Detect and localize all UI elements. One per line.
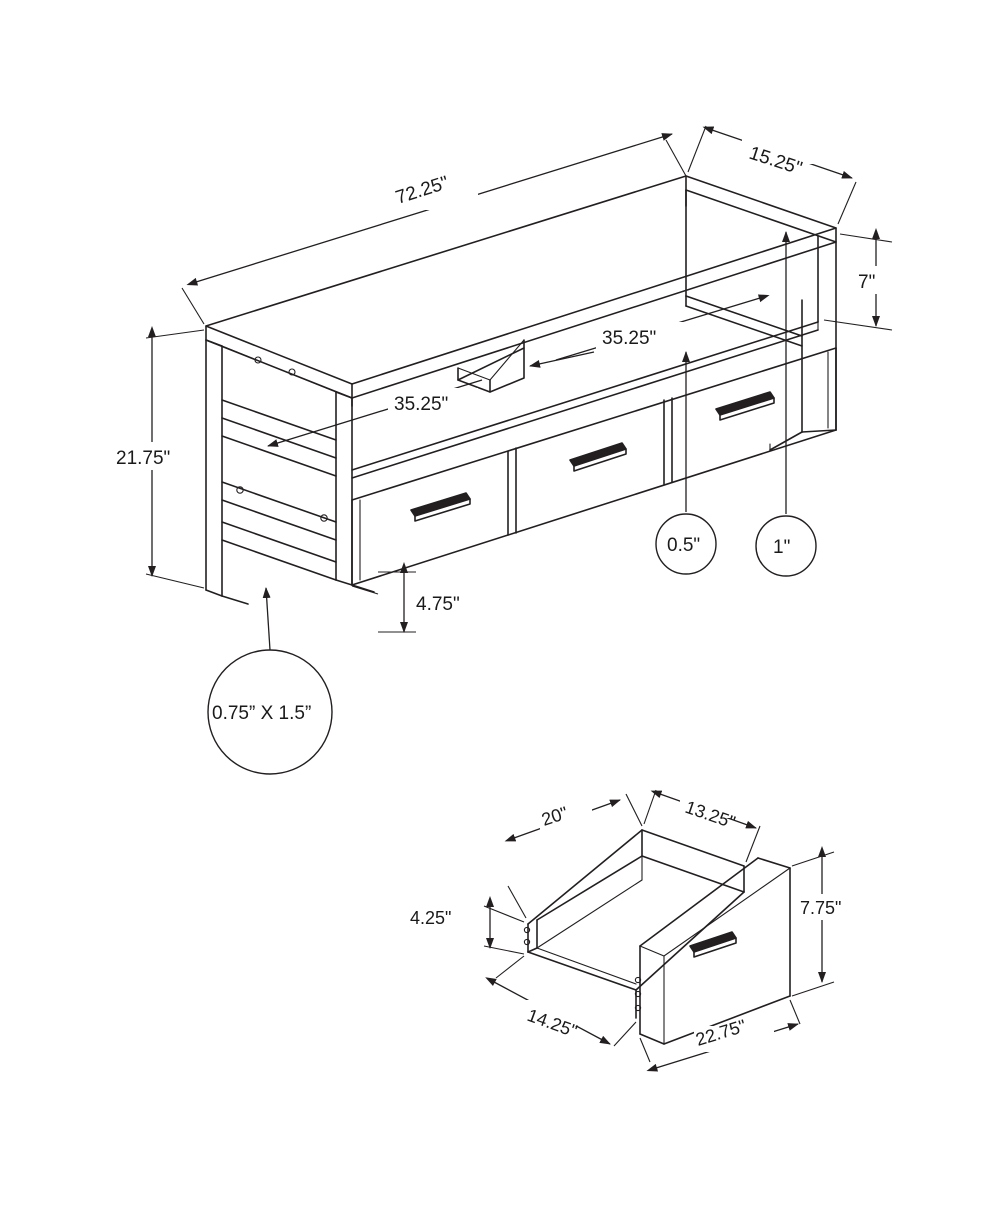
dim-depth-overall: 15.25": [746, 142, 805, 180]
dim-height-overall: 21.75": [116, 448, 171, 469]
dim-drawer-box-height: 4.25": [410, 908, 452, 928]
callout-top-thickness: 1": [773, 537, 791, 558]
dim-open-shelf-height: 7": [858, 272, 876, 293]
dim-drawer-front-width: 22.75": [693, 1015, 749, 1050]
dim-shelf-span-right: 35.25": [602, 328, 657, 349]
dim-drawer-inner-width: 20": [539, 802, 571, 830]
tv-console-drawing: [206, 176, 836, 604]
dim-leg-clearance: 4.75": [416, 594, 460, 615]
dim-drawer-inner-depth: 13.25": [682, 796, 738, 833]
dim-drawer-bottom-depth: 14.25": [524, 1004, 580, 1042]
main-view-dimensions: [110, 126, 894, 774]
dim-shelf-span-left: 35.25": [394, 394, 449, 415]
drawer-view-dimensions: [406, 790, 870, 1068]
dim-drawer-front-height: 7.75": [800, 898, 842, 918]
dim-width-overall: 72.25": [393, 172, 452, 209]
callout-frame-tube: 0.75” X 1.5”: [212, 703, 312, 724]
callout-panel-thickness: 0.5": [667, 535, 701, 556]
